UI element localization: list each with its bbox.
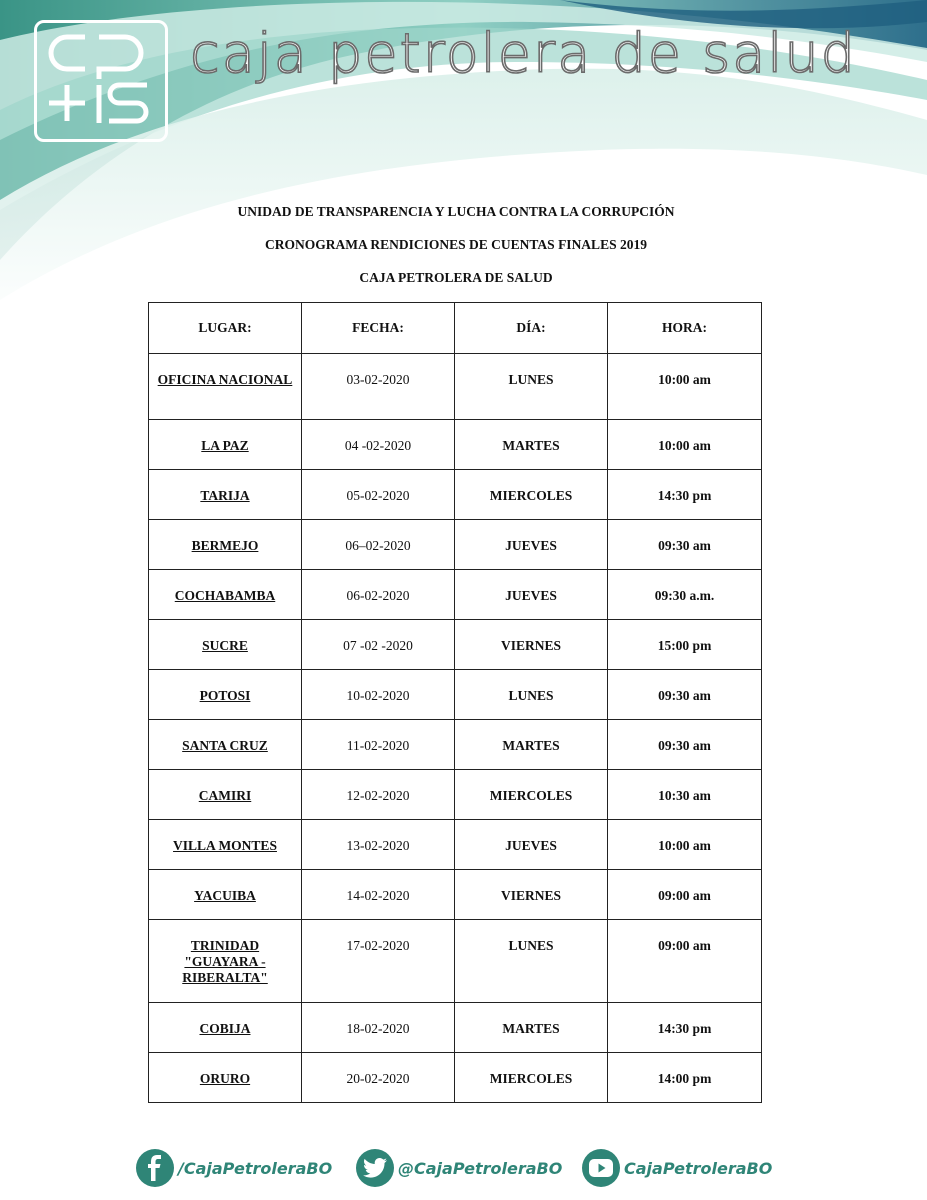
youtube-handle: CajaPetroleraBO: [624, 1158, 773, 1178]
cell-hour: 14:30 pm: [608, 1003, 762, 1053]
table-row: [149, 520, 762, 570]
cell-date: 13-02-2020: [302, 820, 455, 870]
schedule-table: [148, 302, 762, 1103]
cell-date: 05-02-2020: [302, 470, 455, 520]
table-row: [149, 420, 762, 470]
cell-hour: 10:00 am: [608, 354, 762, 420]
facebook-icon: [136, 1149, 174, 1187]
cell-hour: 10:00 am: [608, 820, 762, 870]
brand-logo: [34, 20, 168, 142]
brand-name: caja petrolera de salud: [190, 22, 857, 85]
cell-hour: 14:00 pm: [608, 1053, 762, 1103]
cell-place: LA PAZ: [149, 420, 302, 470]
facebook-handle: /CajaPetroleraBO: [178, 1158, 333, 1178]
cell-date: 12-02-2020: [302, 770, 455, 820]
cell-hour: 10:30 am: [608, 770, 762, 820]
twitter-link[interactable]: [356, 1148, 562, 1188]
cell-date: 06–02-2020: [302, 520, 455, 570]
cell-hour: 10:00 am: [608, 420, 762, 470]
cell-hour: 09:00 am: [608, 920, 762, 1003]
header-hour: HORA:: [608, 303, 762, 354]
cell-place: POTOSI: [149, 670, 302, 720]
cell-date: 11-02-2020: [302, 720, 455, 770]
cell-place: VILLA MONTES: [149, 820, 302, 870]
cell-date: 03-02-2020: [302, 354, 455, 420]
header-date: FECHA:: [302, 303, 455, 354]
cell-day: MIERCOLES: [455, 1053, 608, 1103]
cell-place: SUCRE: [149, 620, 302, 670]
cell-day: MARTES: [455, 420, 608, 470]
cell-day: MIERCOLES: [455, 770, 608, 820]
cell-place: TRINIDAD "GUAYARA - RIBERALTA": [149, 920, 302, 1003]
cell-day: JUEVES: [455, 820, 608, 870]
header-place: LUGAR:: [149, 303, 302, 354]
org-title: CAJA PETROLERA DE SALUD: [359, 270, 553, 285]
facebook-link[interactable]: [136, 1148, 332, 1188]
table-row: [149, 470, 762, 520]
cps-logo-icon: [37, 23, 165, 139]
table-row: [149, 1003, 762, 1053]
cell-place: BERMEJO: [149, 520, 302, 570]
table-row: [149, 820, 762, 870]
cell-place: CAMIRI: [149, 770, 302, 820]
table-row: [149, 620, 762, 670]
twitter-handle: @CajaPetroleraBO: [398, 1158, 563, 1178]
cell-place: SANTA CRUZ: [149, 720, 302, 770]
cell-day: JUEVES: [455, 570, 608, 620]
table-header-row: [149, 303, 762, 354]
cell-day: VIERNES: [455, 870, 608, 920]
table-row: [149, 570, 762, 620]
cell-hour: 09:30 a.m.: [608, 570, 762, 620]
cell-hour: 09:30 am: [608, 720, 762, 770]
unit-title: UNIDAD DE TRANSPARENCIA Y LUCHA CONTRA LA CORRUPCIÓN: [237, 204, 675, 219]
table-row: [149, 770, 762, 820]
header-day: DÍA:: [455, 303, 608, 354]
table-row: [149, 1053, 762, 1103]
cell-day: MIERCOLES: [455, 470, 608, 520]
cell-date: 14-02-2020: [302, 870, 455, 920]
youtube-icon: [582, 1149, 620, 1187]
cell-date: 10-02-2020: [302, 670, 455, 720]
document-titles: [150, 200, 762, 299]
schedule-title: CRONOGRAMA RENDICIONES DE CUENTAS FINALES 2019: [265, 237, 647, 252]
cell-day: JUEVES: [455, 520, 608, 570]
twitter-icon: [356, 1149, 394, 1187]
cell-hour: 15:00 pm: [608, 620, 762, 670]
cell-hour: 09:00 am: [608, 870, 762, 920]
cell-place: YACUIBA: [149, 870, 302, 920]
cell-day: LUNES: [455, 354, 608, 420]
cell-day: LUNES: [455, 920, 608, 1003]
cell-day: MARTES: [455, 720, 608, 770]
cell-place: COCHABAMBA: [149, 570, 302, 620]
cell-place: OFICINA NACIONAL: [149, 354, 302, 420]
cell-date: 18-02-2020: [302, 1003, 455, 1053]
cell-day: LUNES: [455, 670, 608, 720]
cell-place: ORURO: [149, 1053, 302, 1103]
table-row: [149, 354, 762, 420]
cell-date: 06-02-2020: [302, 570, 455, 620]
cell-date: 07 -02 -2020: [302, 620, 455, 670]
table-row: [149, 720, 762, 770]
cell-day: MARTES: [455, 1003, 608, 1053]
cell-place: COBIJA: [149, 1003, 302, 1053]
cell-hour: 09:30 am: [608, 520, 762, 570]
cell-hour: 09:30 am: [608, 670, 762, 720]
cell-date: 04 -02-2020: [302, 420, 455, 470]
table-row: [149, 670, 762, 720]
cell-place: TARIJA: [149, 470, 302, 520]
cell-day: VIERNES: [455, 620, 608, 670]
table-row: [149, 870, 762, 920]
youtube-link[interactable]: [582, 1148, 772, 1188]
table-row: [149, 920, 762, 1003]
cell-date: 17-02-2020: [302, 920, 455, 1003]
cell-hour: 14:30 pm: [608, 470, 762, 520]
cell-date: 20-02-2020: [302, 1053, 455, 1103]
